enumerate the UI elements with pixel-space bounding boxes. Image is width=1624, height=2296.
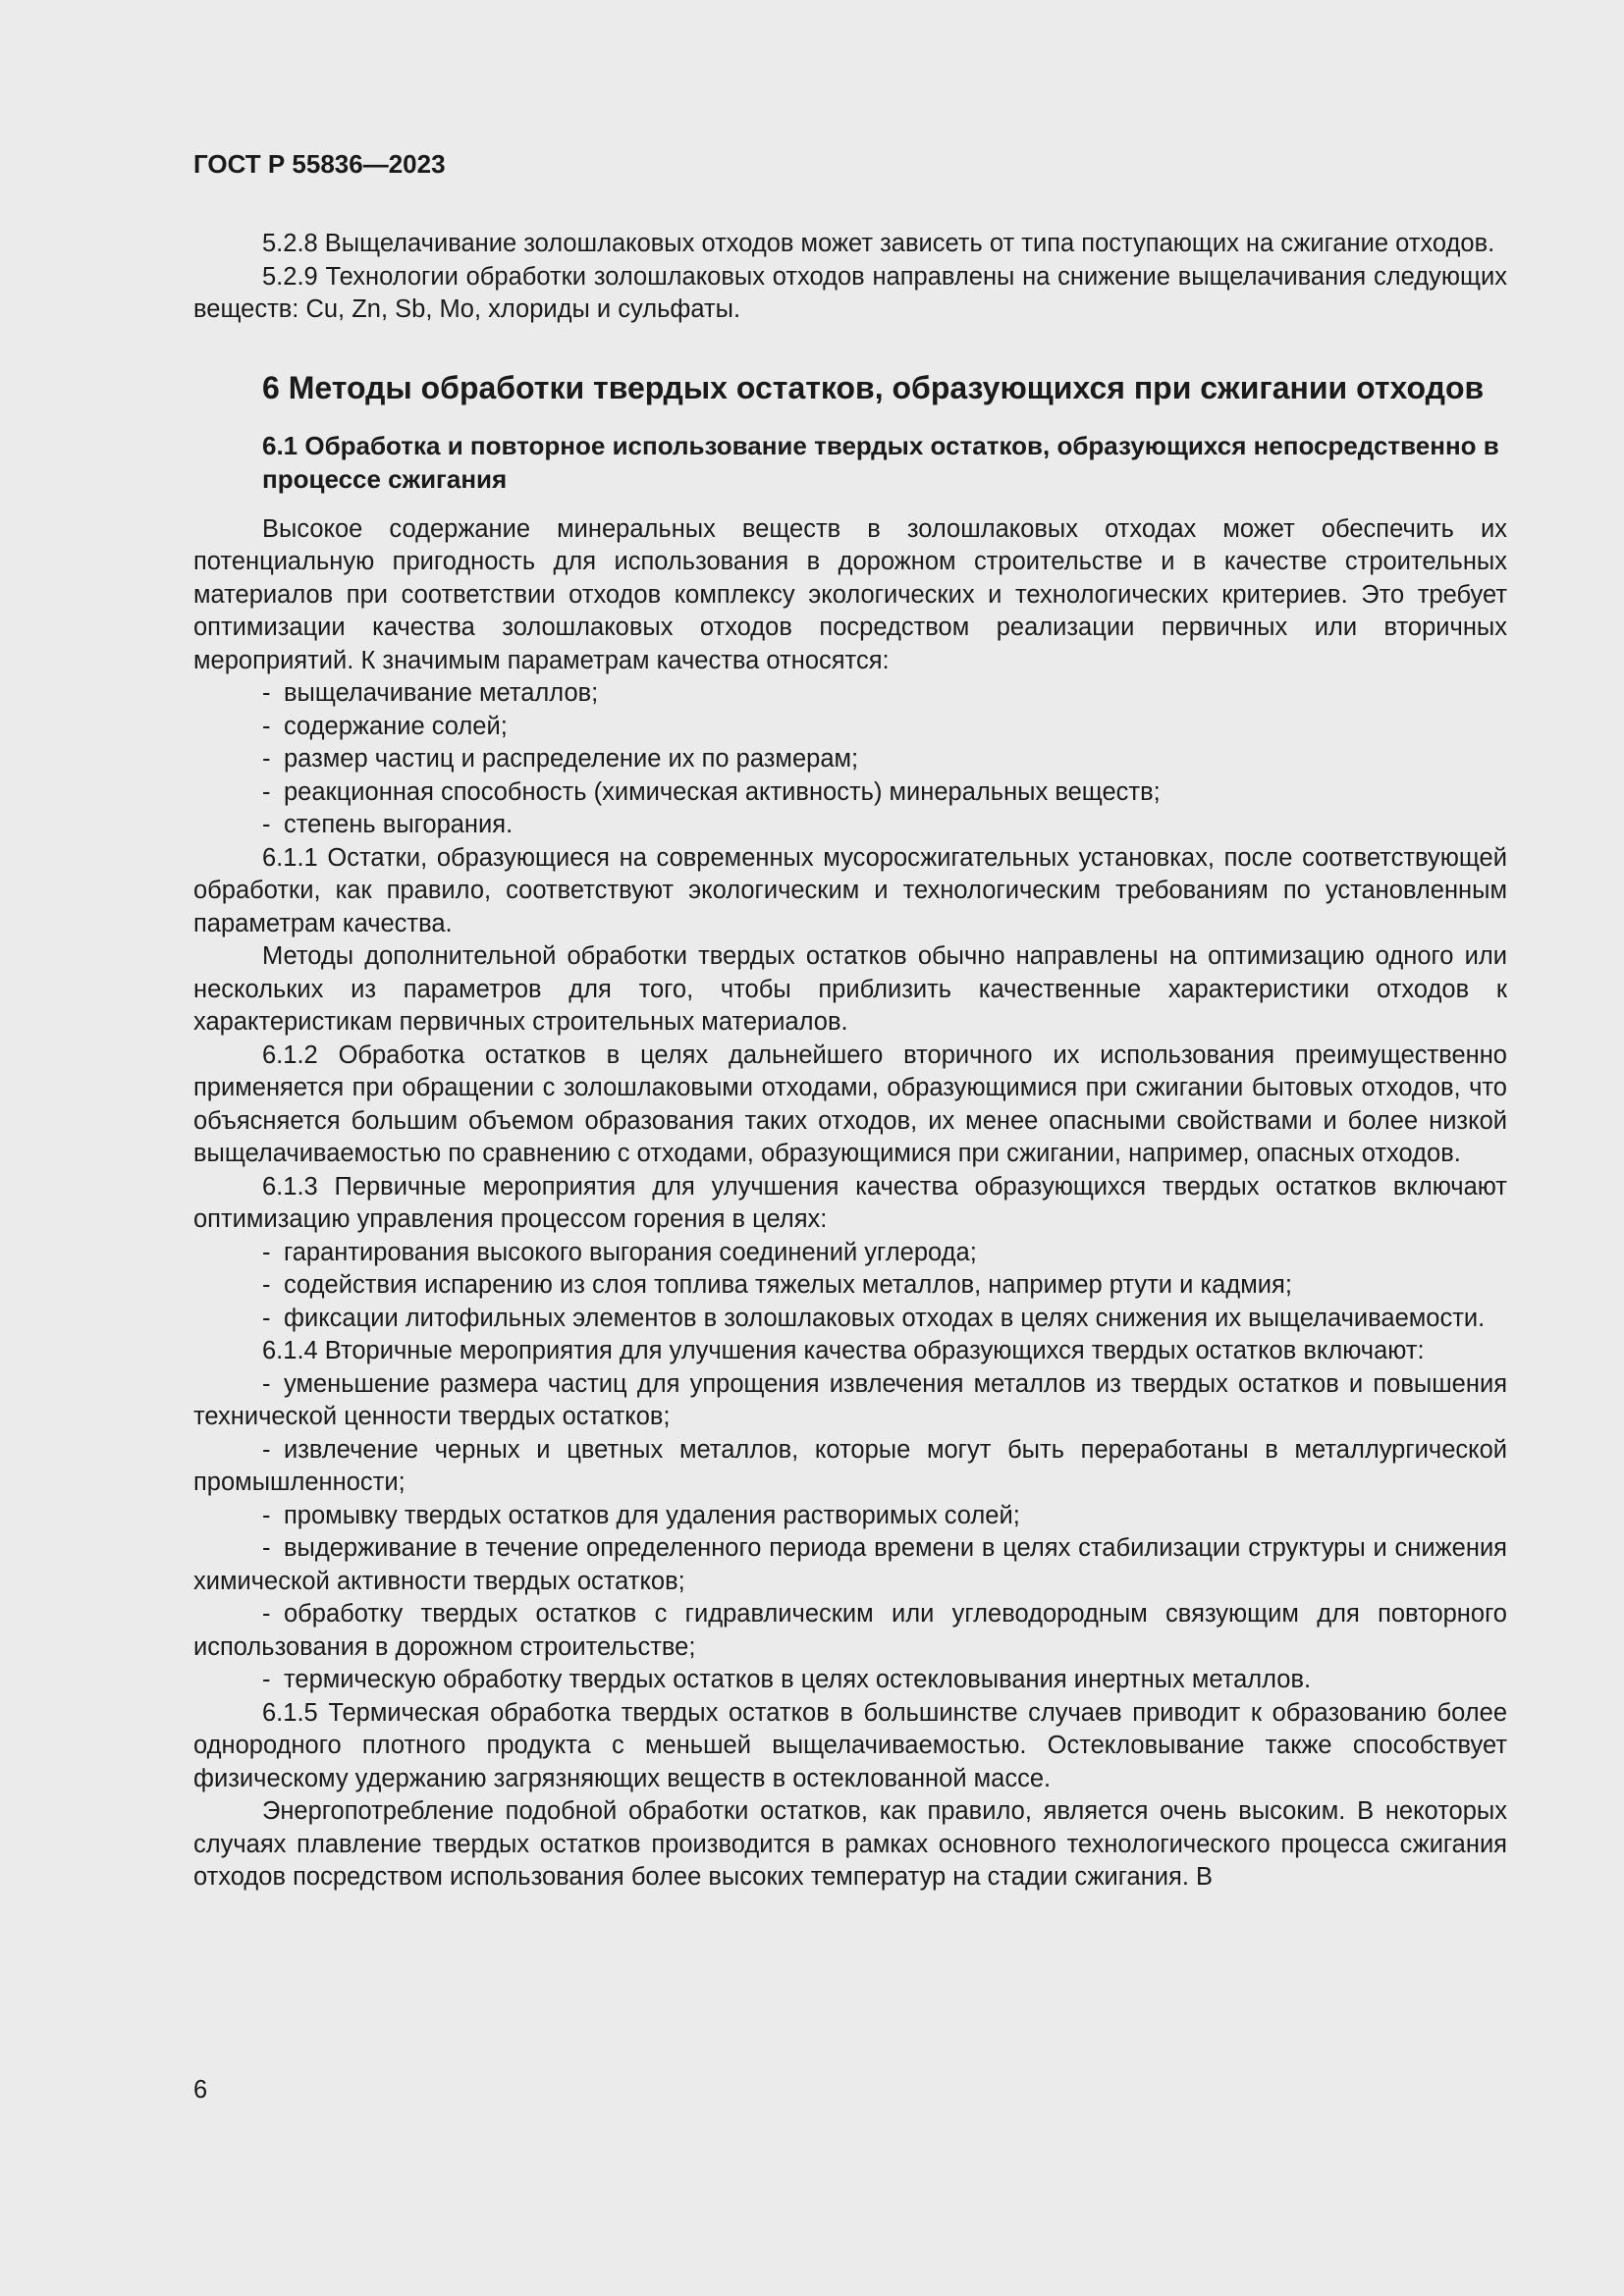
list-item-text: извлечение черных и цветных металлов, которые могут быть переработаны в металлургической промышленности; <box>193 1435 1507 1496</box>
list-item: - термическую обработку твердых остатков в целях остекловывания инертных металлов. <box>262 1666 1312 1693</box>
list-item-text: выдерживание в течение определенного периода времени в целях стабилизации структуры и снижения химической активности твердых остатков; <box>193 1534 1507 1595</box>
list-item-text: выщелачивание металлов; <box>284 679 599 707</box>
list-item: - извлечение черных и цветных металлов, которые могут быть переработаны в металлургической промышленности; <box>193 1435 1507 1496</box>
list-item-text: содействия испарению из слоя топлива тяжелых металлов, например ртути и кадмия; <box>284 1271 1292 1299</box>
list-item-text: термическую обработку твердых остатков в целях остекловывания инертных металлов. <box>284 1666 1312 1693</box>
list-item: - фиксации литофильных элементов в золошлаковых отходах в целях снижения их выщелачиваемости. <box>262 1304 1486 1332</box>
list-item-text: уменьшение размера частиц для упрощения извлечения металлов из твердых остатков и повышения технической ценности твердых остатков; <box>193 1369 1507 1430</box>
list-item-text: степень выгорания. <box>284 811 514 838</box>
list-item: - выдерживание в течение определенного периода времени в целях стабилизации структуры и снижения химической активности твердых остатков; <box>193 1534 1507 1595</box>
paragraph-6-1-1: 6.1.1 Остатки, образующиеся на современных мусоросжигательных установках, после соответствующей обработки, как правило, соответствуют экологическим и технологическим требованиям по установленным параметрам качества. <box>193 843 1507 937</box>
list-item-text: реакционная способность (химическая активность) минеральных веществ; <box>284 777 1161 806</box>
list-item: - содержание солей; <box>262 712 508 740</box>
list-item: - промывку твердых остатков для удаления растворимых солей; <box>262 1501 1020 1529</box>
page-number: 6 <box>193 2076 208 2104</box>
list-item-text: размер частиц и распределение их по размерам; <box>284 745 859 773</box>
list-item-text: промывку твердых остатков для удаления растворимых солей; <box>284 1501 1020 1529</box>
list-item: - гарантирования высокого выгорания соединений углерода; <box>262 1238 977 1266</box>
list-item-text: обработку твердых остатков с гидравлическим или углеводородным связующим для повторного использования в дорожном строительстве; <box>193 1600 1507 1661</box>
list-item-text: фиксации литофильных элементов в золошлаковых отходах в целях снижения их выщелачиваемости. <box>284 1304 1486 1332</box>
section-6-title: 6 Методы обработки твердых остатков, образующихся при сжигании отходов <box>262 369 1485 405</box>
list-item: - размер частиц и распределение их по размерам; <box>262 745 859 773</box>
list-item: - обработку твердых остатков с гидравлическим или углеводородным связующим для повторного использования в дорожном строительстве; <box>193 1600 1507 1661</box>
paragraph-6-1-2: 6.1.2 Обработка остатков в целях дальнейшего вторичного их использования преимущественно применяется при обращении с золошлаковыми отходами, образующимися при сжигании бытовых отходов, что объясняется большим объемом образования таких отходов, их менее опасными свойствами и более низкой выщелачиваемостью по сравнению с отходами, образующимися при сжигании, например, опасных отходов. <box>193 1041 1507 1167</box>
paragraph-6-1-main: Высокое содержание минеральных веществ в золошлаковых отходах может обеспечить их потенциальную пригодность для использования в дорожном строительстве и в качестве строительных материалов при соответствии отходов комплексу экологических и технологических критериев. Это требует оптимизации качества золошлаковых отходов посредством реализации первичных или вторичных мероприятий. К значимым параметрам качества относятся: <box>193 514 1507 674</box>
paragraph-5-2-9: 5.2.9 Технологии обработки золошлаковых отходов направлены на снижение выщелачивания следующих веществ: Cu, Zn, Sb, Mo, хлориды и сульфаты. <box>193 262 1507 323</box>
list-item: - содействия испарению из слоя топлива тяжелых металлов, например ртути и кадмия; <box>262 1271 1292 1299</box>
list-item: - уменьшение размера частиц для упрощения извлечения металлов из твердых остатков и повышения технической ценности твердых остатков; <box>193 1369 1507 1430</box>
list-item: - выщелачивание металлов; <box>262 679 599 707</box>
paragraph-6-1-3: 6.1.3 Первичные мероприятия для улучшения качества образующихся твердых остатков включают оптимизацию управления процессом горения в целях: <box>193 1172 1507 1233</box>
paragraph-6-1-1-continued: Методы дополнительной обработки твердых остатков обычно направлены на оптимизацию одного или нескольких из параметров для того, чтобы приблизить качественные характеристики отходов к характеристикам первичных строительных материалов. <box>193 942 1507 1036</box>
subsection-6-1-title: 6.1 Обработка и повторное использование твердых остатков, образующихся непосредственно в процессе сжигания <box>262 430 1499 494</box>
list-item: - реакционная способность (химическая активность) минеральных веществ; <box>262 777 1161 806</box>
paragraph-6-1-4: 6.1.4 Вторичные мероприятия для улучшения качества образующихся твердых остатков включают: <box>262 1337 1425 1364</box>
paragraph-5-2-8: 5.2.8 Выщелачивание золошлаковых отходов может зависеть от типа поступающих на сжигание отходов. <box>262 230 1495 257</box>
paragraph-6-1-5: 6.1.5 Термическая обработка твердых остатков в большинстве случаев приводит к образованию более однородного плотного продукта с меньшей выщелачиваемостью. Остекловывание также способствует физическому удержанию загрязняющих веществ в остеклованной массе. <box>193 1698 1507 1792</box>
paragraph-6-1-5-continued: Энергопотребление подобной обработки остатков, как правило, является очень высоким. В некоторых случаях плавление твердых остатков производится в рамках основного технологического процесса сжигания отходов посредством использования более высоких температур на стадии сжигания. В <box>193 1797 1507 1891</box>
document-page <box>193 147 1507 1895</box>
list-item: - степень выгорания. <box>262 811 514 838</box>
document-header: ГОСТ Р 55836—2023 <box>193 149 446 179</box>
list-item-text: гарантирования высокого выгорания соединений углерода; <box>284 1238 977 1266</box>
list-item-text: содержание солей; <box>284 712 508 740</box>
